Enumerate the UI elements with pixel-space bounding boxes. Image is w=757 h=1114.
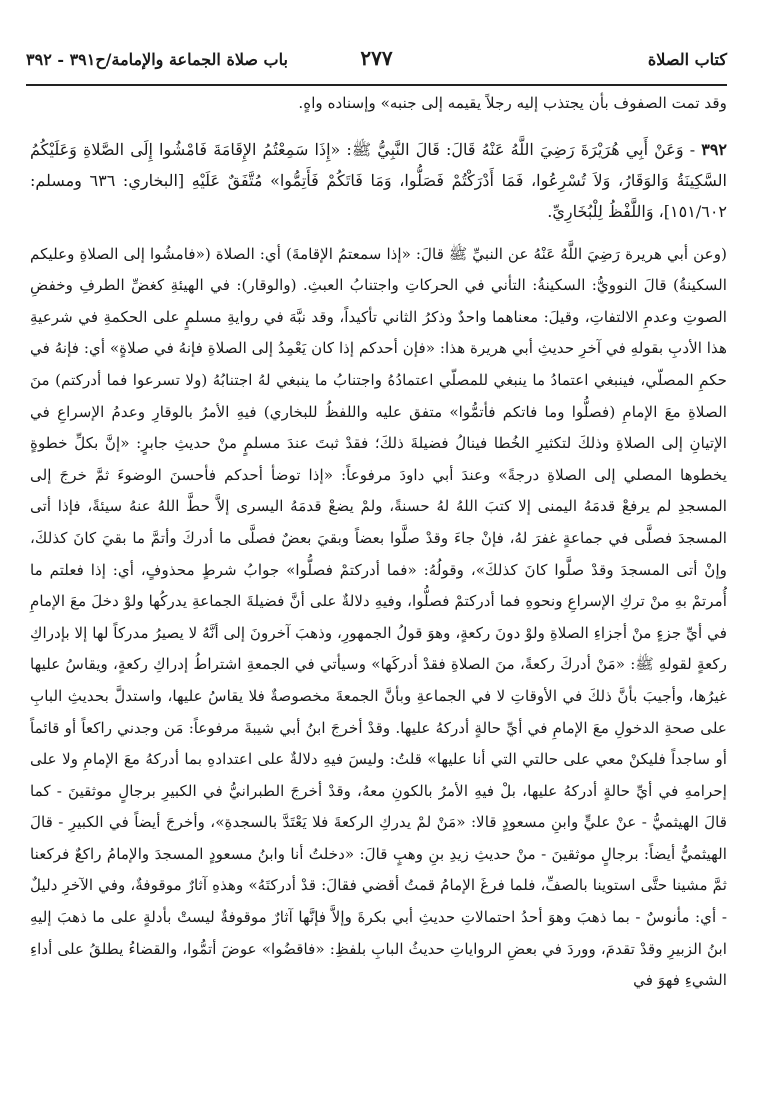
page-header — [26, 40, 727, 86]
hadith-block — [30, 134, 727, 227]
book-title: كتاب الصلاة — [647, 50, 727, 69]
hadith-text: - وَعَنْ أَبِي هُرَيْرَةَ رَضِيَ اللَّهُ عَنْهُ قَالَ: قَالَ النَّبِيُّ ﷺ: «إِذَا سَمِعْتُمُ الإِقَامَةَ فَامْشُوا إِلَى الصَّلاةِ وَعَلَيْكُمُ السَّكِينَةُ وَالوَقَارُ، وَلاَ تُسْرِعُوا، فَمَا أَدْرَكْتُمْ فَصَلُّوا، وَمَا فَاتَكُمْ فَأَتِمُّوا» مُتَّفَقٌ عَلَيْهِ [البخاري: ٦٣٦ ومسلم: ١٥١/٦٠٢]، وَاللَّفْظُ لِلْبُخَارِيِّ. — [30, 139, 728, 221]
hadith-number: ٣٩٢ — [701, 139, 728, 159]
commentary-paragraph: (وعن أبي هريرة رَضِيَ اللَّهُ عَنْهُ عن النبيِّ ﷺ قالَ: «إذا سمعتمُ الإقامةَ) أي: الصلاة («فامشُوا إلى الصلاةِ وعليكم السكينةُ) قالَ النوويُّ: السكينةُ: التأني في الحركاتِ واجتنابُ العبثِ. (والوقار): في الهيئةِ كغضِّ الطرفِ وخفضِ الصوتِ وعدمِ الالتفاتِ، وقيلَ: معناهما واحدٌ وذكرُ الثاني تأكيداً، وقد نبَّهَ في روايةِ مسلمٍ على الحكمةِ في شرعيةِ هذا الأدبِ بقولهِ في آخرِ حديثِ أبي هريرة هذا: «فإن أحدكم إذا كان يَعْمِدُ إلى الصلاةِ فإنهُ في صلاةٍ» أي: فإنهُ في حكمِ المصلّي، فينبغي اعتمادُ ما ينبغي للمصلّي اعتمادُهُ واجتنابُ ما ينبغي لهُ اجتنابُهُ (ولا تسرعوا فما أدركتم) منَ الصلاةِ معَ الإمامِ (فصلُّوا وما فاتكم فأتمُّوا» متفق عليه واللفظُ للبخاري) فيهِ الأمرُ بالوقارِ وعدمُ الإسراعِ في الإتيانِ إلى الصلاةِ وذلكَ لتكثيرِ الخُطا فينالُ فضيلةَ ذلكَ؛ فقدْ ثبتَ عندَ مسلمٍ منْ حديثِ جابرٍ: «إنَّ بكلِّ خطوةٍ يخطوها المصلي إلى الصلاةِ درجةً» وعندَ أبي داودَ مرفوعاً: «إذا توضأ أحدكم فأحسنَ الوضوءَ ثمَّ خرجَ إلى المسجدِ لم يرفعْ قدمَهُ اليمنى إلا كتبَ اللهُ لهُ حسنةً، ولمْ يضعْ قدمَهُ اليسرى إلاَّ حطَّ اللهُ عنهُ سيئةً، فإذا أتى المسجدَ فصلَّى في جماعةٍ غفرَ لهُ، فإنْ جاءَ وقدْ صلَّوا بعضاً وبقيَ بعضٌ فصلَّى ما أدركَ وأتمَّ ما بقيَ كانَ كذلكَ، وإنْ أتى المسجدَ وقدْ صلَّوا كانَ كذلكَ»، وقولُهُ: «فما أدركتمْ فصلُّوا» جوابُ شرطٍ محذوفٍ، أي: إذا فعلتم ما أُمرتمْ بهِ منْ تركِ الإسراعِ ونحوهِ فما أدركتمْ فصلُّوا، وفيهِ دلالةٌ على أنَّ فضيلةَ الجماعةِ يدركُها ولوْ دخلَ معَ الإمامِ في أيِّ جزءٍ منْ أجزاءِ الصلاةِ ولوْ دونَ ركعةٍ، وهوَ قولُ الجمهورِ، وذهبَ آخرونَ إلى أنَّهُ لا يصيرُ مدركاً لها إلا بإدراكِ ركعةٍ لقولهِ ﷺ: «مَنْ أدركَ ركعةً، منَ الصلاةِ فقدْ أدركَها» وسيأتي في الجمعةِ اشتراطُ إدراكِ ركعةٍ، ويقاسُ عليها غيرُها، وأجيبَ بأنَّ ذلكَ في الأوقاتِ لا في الجماعةِ وبأنَّ الجمعةَ مخصوصةٌ فلا يقاسُ عليها، واستدلَّ بحديثِ البابِ على صحةِ الدخولِ معَ الإمامِ في أيِّ حالةٍ أدركهُ عليها. وقدْ أخرجَ ابنُ أبي شيبةَ مرفوعاً: مَن وجدني راكعاً أو قائماً أو ساجداً فليكنْ معي على حالتي التي أنا عليها» قلتُ: وليسَ فيهِ دلالةٌ على اعتدادهِ بما أدركهُ معَ الإمامِ ولا على إحرامهِ في أيِّ حالةٍ أدركهُ عليها، بلْ فيهِ الأمرُ بالكونِ معهُ، وقدْ أخرجَ الطبرانيُّ في الكبيرِ برجالٍ موثقينَ - كما قالَ الهيثميُّ - عنْ عليٍّ وابنِ مسعودٍ قالا: «مَنْ لمْ يدركِ الركعةَ فلا يَعْتَدَّ بالسجدةِ»، وأخرجَ أيضاً في الكبيرِ - قالَ الهيثميُّ أيضاً: برجالٍ موثقينَ - منْ حديثِ زيدِ بنِ وهبٍ قالَ: «دخلتُ أنا وابنُ مسعودٍ المسجدَ والإمامُ راكعٌ فركعنا ثمَّ مشينا حتَّى استوينا بالصفِّ، فلما فرغَ الإمامُ قمتُ أقضي فقالَ: قدْ أدركتَهُ» وهذهِ آثارٌ موقوفةٌ، وفي الآخرِ دليلٌ - أي: مأنوسٌ - بما ذهبَ وهوَ أحدُ احتمالاتِ حديثِ أبي بكرةَ وإلاَّ فإنَّها آثارٌ موقوفةٌ ليستْ بأدلةٍ على ما ذهبَ إليهِ ابنُ الزبيرِ وقدْ تقدمَ، ووردَ في بعضِ الرواياتِ حديثُ البابِ بلفظِ: «فاقضُوا» عوضَ أتمُّوا، والقضاءُ يطلقُ على أداءِ الشيءِ فهوَ في — [30, 244, 727, 990]
chapter-title: باب صلاة الجماعة والإمامة/ح٣٩١ - ٣٩٢ — [26, 50, 288, 69]
continuation-paragraph: وقد تمت الصفوف بأن يجتذب إليه رجلاً يقيمه إلى جنبه» وإسناده واهٍ. — [298, 94, 727, 112]
page-number: ٢٧٧ — [360, 46, 393, 70]
page-body — [30, 88, 727, 997]
